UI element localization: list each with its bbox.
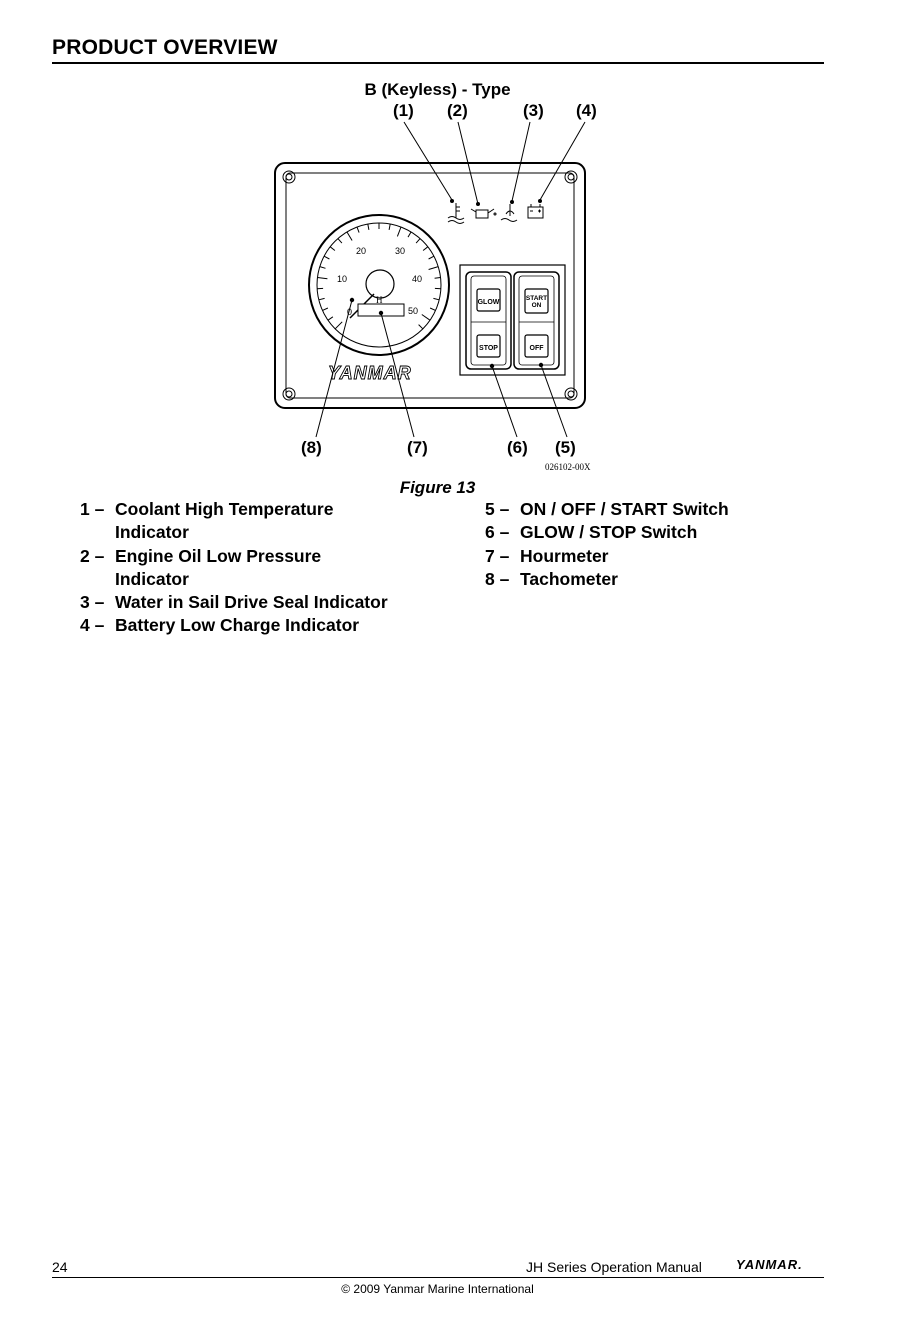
legend-num: 1 – [80, 499, 105, 519]
legend-num: 5 – [485, 499, 510, 519]
legend-item-2 [80, 545, 470, 592]
callout-5: (5) [555, 438, 576, 457]
figure-title: B (Keyless) - Type [364, 80, 511, 99]
callout-7: (7) [407, 438, 428, 457]
legend-item-7 [485, 545, 825, 568]
start-label: START ON [525, 295, 548, 309]
tachometer-hub [366, 270, 394, 298]
legend-num: 4 – [80, 615, 105, 636]
legend-item-5 [485, 498, 825, 521]
legend-item-4 [80, 614, 470, 637]
callout-3: (3) [523, 101, 544, 120]
legend-num: 3 – [80, 592, 105, 613]
legend-text: GLOW / STOP Switch [520, 522, 698, 543]
footer-rule [52, 1277, 824, 1278]
copyright: © 2009 Yanmar Marine International [341, 1282, 534, 1296]
legend-right [485, 498, 825, 591]
legend-left [80, 498, 470, 638]
legend-text: ON / OFF / START Switch [520, 499, 729, 519]
part-number: 026102-00X [545, 462, 591, 472]
legend-num: 2 – [80, 545, 105, 566]
glow-label: GLOW [477, 299, 500, 306]
gauge-label-20: 20 [356, 246, 367, 256]
instrument-panel-drawing [0, 0, 910, 480]
footer-brand-logo: YANMAR. [736, 1257, 803, 1272]
figure-caption: Figure 13 [399, 478, 476, 497]
legend-num: 8 – [485, 568, 510, 589]
legend-item-1 [80, 498, 470, 545]
gauge-label-40: 40 [412, 274, 423, 284]
callout-2: (2) [447, 101, 468, 120]
gauge-label-50: 50 [408, 306, 419, 316]
legend-item-8 [485, 568, 825, 591]
callout-4: (4) [576, 101, 597, 120]
page-number: 24 [52, 1259, 68, 1275]
on-off-start-switch [514, 272, 559, 369]
gauge-center-label: H [376, 295, 383, 305]
legend-num: 6 – [485, 522, 510, 543]
legend-item-6 [485, 521, 825, 544]
gauge-label-0: 0 [347, 307, 353, 317]
manual-title: JH Series Operation Manual [526, 1259, 702, 1275]
gauge-label-30: 30 [395, 246, 406, 256]
off-label: OFF [529, 345, 544, 352]
legend-text: Water in Sail Drive Seal Indicator [115, 592, 388, 613]
legend-num: 7 – [485, 545, 510, 566]
callout-1: (1) [393, 101, 414, 120]
stop-label: STOP [479, 345, 498, 352]
glow-stop-switch [466, 272, 511, 369]
legend-item-3 [80, 591, 470, 614]
legend-text: Hourmeter [520, 545, 609, 566]
legend-text: Battery Low Charge Indicator [115, 615, 360, 636]
legend-text: Coolant High Temperature Indicator [115, 499, 334, 543]
callout-6: (6) [507, 438, 528, 457]
callout-8: (8) [301, 438, 322, 457]
tachometer-tick [435, 278, 441, 279]
gauge-label-10: 10 [337, 274, 348, 284]
legend-text: Tachometer [520, 568, 618, 589]
panel-brand-logo: YANMAR [328, 363, 412, 383]
section-title: PRODUCT OVERVIEW [52, 36, 278, 59]
legend-text: Engine Oil Low Pressure Indicator [115, 545, 322, 589]
